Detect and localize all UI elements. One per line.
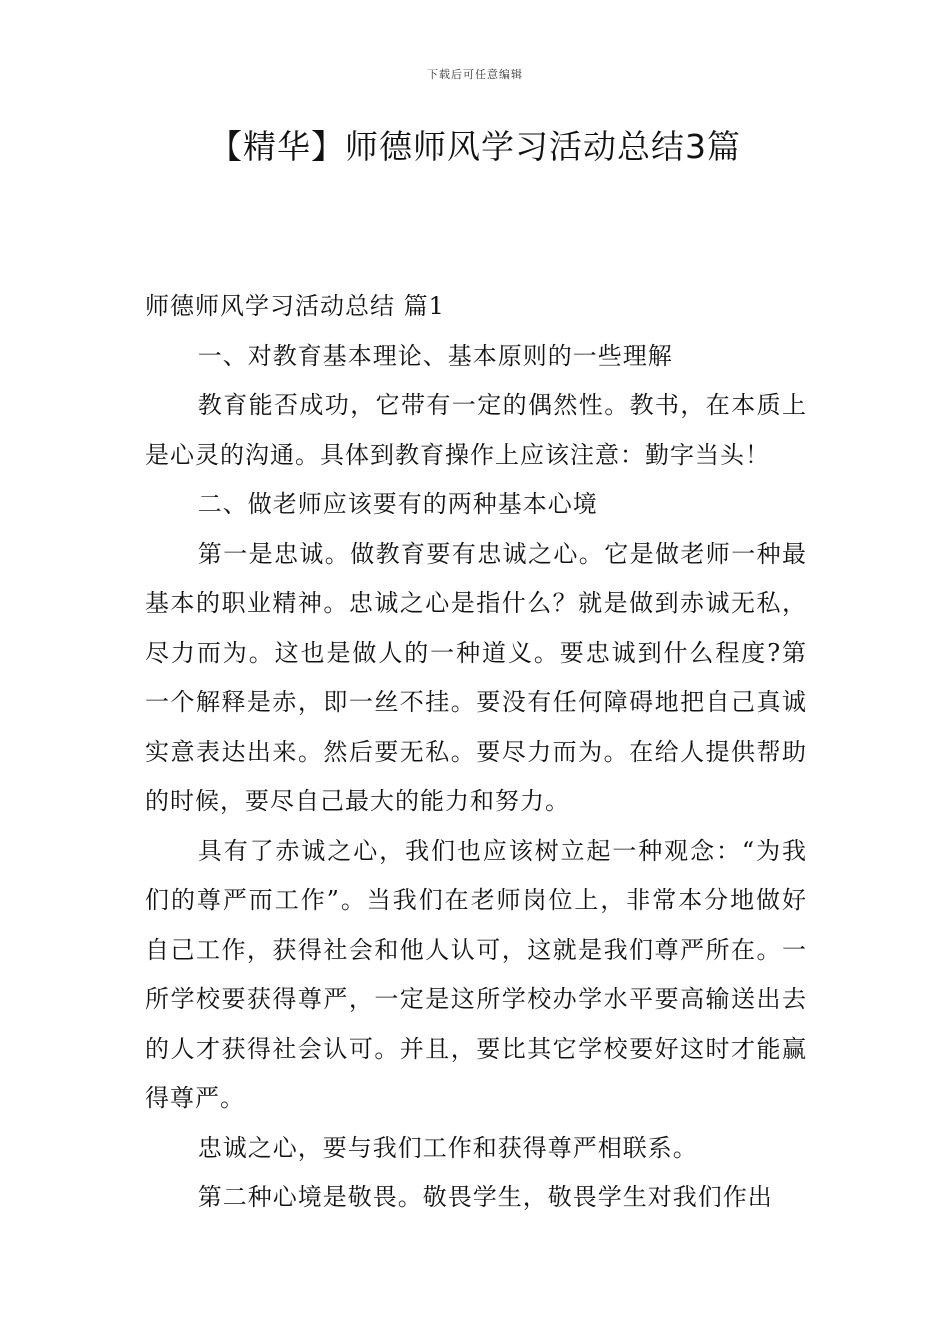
paragraph: 一、对教育基本理论、基本原则的一些理解	[197, 341, 673, 370]
paragraph: 第二种心境是敬畏。敬畏学生，敬畏学生对我们作出	[197, 1183, 773, 1211]
paragraph: 忠诚之心，要与我们工作和获得尊严相联系。	[197, 1133, 698, 1162]
document-body	[145, 282, 807, 1223]
section-heading: 师德师风学习活动总结 篇1	[145, 292, 445, 320]
paragraph: 二、做老师应该要有的两种基本心境	[197, 490, 598, 518]
document-title: 【精华】师德师风学习活动总结3篇	[209, 127, 741, 166]
paragraph: 教育能否成功，它带有一定的偶然性。教书，在本质上是心灵的沟通。具体到教育操作上应该注意：勤字当头！	[145, 391, 807, 469]
header-note: 下载后可任意编辑	[427, 68, 523, 81]
paragraph: 具有了赤诚之心，我们也应该树立起一种观念：“为我们的尊严而工作”。当我们在老师岗位上，非常本分地做好自己工作，获得社会和他人认可，这就是我们尊严所在。一所学校要获得尊严，一定是这所学校办学水平要高输送出去的人才获得社会认可。并且，要比其它学校要好这时才能赢得尊严。	[145, 836, 807, 1112]
paragraph: 第一是忠诚。做教育要有忠诚之心。它是做老师一种最基本的职业精神。忠诚之心是指什么？就是做到赤诚无私，尽力而为。这也是做人的一种道义。要忠诚到什么程度?第一个解释是赤，即一丝不挂。要没有任何障碍地把自己真诚实意表达出来。然后要无私。要尽力而为。在给人提供帮助的时候，要尽自己最大的能力和努力。	[145, 539, 807, 815]
